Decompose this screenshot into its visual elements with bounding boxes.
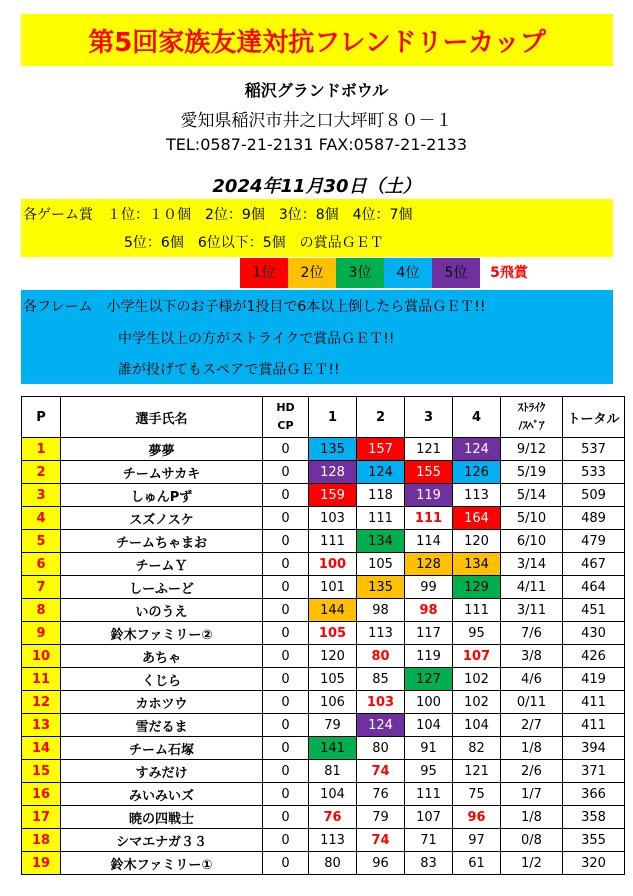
game-score-cell: 111 xyxy=(405,783,453,806)
rank-cell: 12 xyxy=(22,691,61,714)
game-score-cell: 96 xyxy=(357,852,405,875)
game-score-cell: 71 xyxy=(405,829,453,852)
venue-address: 愛知県稲沢市井之口大坪町８０－１ xyxy=(180,111,453,131)
game-score-cell: 104 xyxy=(309,783,357,806)
header-hdcp-top: HD xyxy=(276,401,295,414)
game-score-cell: 99 xyxy=(405,576,453,599)
table-row xyxy=(22,760,625,783)
total-cell: 355 xyxy=(563,829,625,852)
game-score-cell: 98 xyxy=(357,599,405,622)
game-prize-box xyxy=(21,199,613,257)
table-row xyxy=(22,507,625,530)
game-score-cell: 120 xyxy=(309,645,357,668)
strike-spare-cell: 4/6 xyxy=(501,668,563,691)
hdcp-cell: 0 xyxy=(263,622,309,645)
game-score-cell: 117 xyxy=(405,622,453,645)
strike-spare-cell: 5/10 xyxy=(501,507,563,530)
table-row xyxy=(22,438,625,461)
game-score-cell: 95 xyxy=(405,760,453,783)
rank-cell: 14 xyxy=(22,737,61,760)
game-score-cell: 141 xyxy=(309,737,357,760)
game-score-cell: 102 xyxy=(453,691,501,714)
player-name-cell: チーム石塚 xyxy=(61,737,263,760)
table-row xyxy=(22,829,625,852)
player-name-cell: チームちゃまお xyxy=(61,530,263,553)
hdcp-cell: 0 xyxy=(263,484,309,507)
strike-spare-cell: 2/6 xyxy=(501,760,563,783)
game-score-cell: 111 xyxy=(357,507,405,530)
game-score-cell: 114 xyxy=(405,530,453,553)
event-title-banner xyxy=(21,14,613,66)
player-name-cell: 夢夢 xyxy=(61,438,263,461)
game-score-cell: 111 xyxy=(309,530,357,553)
strike-spare-cell: 0/11 xyxy=(501,691,563,714)
game-score-cell: 135 xyxy=(309,438,357,461)
frame-prize-line-1: 各フレーム 小学生以下のお子様が1投目で6本以上倒したら賞品ＧＥＴ!! xyxy=(23,299,486,315)
rank-cell: 5 xyxy=(22,530,61,553)
hdcp-cell: 0 xyxy=(263,645,309,668)
table-row xyxy=(22,599,625,622)
player-name-cell: くじら xyxy=(61,668,263,691)
game-score-cell: 76 xyxy=(357,783,405,806)
player-name-cell: 雪だるま xyxy=(61,714,263,737)
hdcp-cell: 0 xyxy=(263,783,309,806)
header-hdcp xyxy=(263,397,309,438)
strike-spare-cell: 6/10 xyxy=(501,530,563,553)
table-row xyxy=(22,783,625,806)
table-row xyxy=(22,553,625,576)
hdcp-cell: 0 xyxy=(263,737,309,760)
game-score-cell: 75 xyxy=(453,783,501,806)
hdcp-cell: 0 xyxy=(263,668,309,691)
game-score-cell: 76 xyxy=(309,806,357,829)
strike-spare-cell: 2/7 xyxy=(501,714,563,737)
total-cell: 366 xyxy=(563,783,625,806)
rank-cell: 10 xyxy=(22,645,61,668)
strike-spare-cell: 0/8 xyxy=(501,829,563,852)
game-score-cell: 124 xyxy=(453,438,501,461)
total-cell: 426 xyxy=(563,645,625,668)
event-title: 第5回家族友達対抗フレンドリーカップ xyxy=(88,27,546,58)
table-row xyxy=(22,622,625,645)
game-score-cell: 129 xyxy=(453,576,501,599)
hdcp-cell: 0 xyxy=(263,553,309,576)
game-score-cell: 74 xyxy=(357,760,405,783)
table-row xyxy=(22,645,625,668)
player-name-cell: スズノスケ xyxy=(61,507,263,530)
game-score-cell: 113 xyxy=(357,622,405,645)
player-name-cell: チームサカキ xyxy=(61,461,263,484)
player-name-cell: あちゃ xyxy=(61,645,263,668)
game-score-cell: 107 xyxy=(405,806,453,829)
table-row xyxy=(22,484,625,507)
strike-spare-cell: 5/14 xyxy=(501,484,563,507)
total-cell: 371 xyxy=(563,760,625,783)
strike-spare-cell: 5/19 xyxy=(501,461,563,484)
legend-item: 1位 xyxy=(240,258,288,288)
strike-spare-cell: 1/7 xyxy=(501,783,563,806)
game-score-cell: 103 xyxy=(309,507,357,530)
total-cell: 419 xyxy=(563,668,625,691)
game-score-cell: 127 xyxy=(405,668,453,691)
strike-spare-cell: 1/2 xyxy=(501,852,563,875)
total-cell: 533 xyxy=(563,461,625,484)
total-cell: 320 xyxy=(563,852,625,875)
total-cell: 394 xyxy=(563,737,625,760)
game-score-cell: 103 xyxy=(357,691,405,714)
frame-prize-line-3: 誰が投げてもスペアで賞品ＧＥＴ!! xyxy=(118,362,340,378)
game-score-cell: 119 xyxy=(405,645,453,668)
player-name-cell: すみだけ xyxy=(61,760,263,783)
rank-cell: 18 xyxy=(22,829,61,852)
total-cell: 509 xyxy=(563,484,625,507)
game-score-cell: 126 xyxy=(453,461,501,484)
strike-spare-cell: 3/8 xyxy=(501,645,563,668)
rank-cell: 13 xyxy=(22,714,61,737)
game-score-cell: 74 xyxy=(357,829,405,852)
game-score-cell: 97 xyxy=(453,829,501,852)
player-name-cell: 鈴木ファミリー② xyxy=(61,622,263,645)
game-score-cell: 121 xyxy=(453,760,501,783)
venue-name: 稲沢グランドボウル xyxy=(244,81,389,100)
player-name-cell: カホツウ xyxy=(61,691,263,714)
header-game-1: 1 xyxy=(309,397,357,438)
table-row xyxy=(22,737,625,760)
total-cell: 430 xyxy=(563,622,625,645)
game-score-cell: 79 xyxy=(357,806,405,829)
game-score-cell: 124 xyxy=(357,714,405,737)
game-score-cell: 105 xyxy=(357,553,405,576)
legend-item: 5飛賞 xyxy=(480,258,538,288)
rank-cell: 6 xyxy=(22,553,61,576)
table-row xyxy=(22,530,625,553)
rank-cell: 15 xyxy=(22,760,61,783)
game-score-cell: 100 xyxy=(405,691,453,714)
table-row xyxy=(22,691,625,714)
game-score-cell: 159 xyxy=(309,484,357,507)
game-prize-line-1: 各ゲーム賞 １位：１０個 2位：9個 3位：8個 4位：7個 xyxy=(23,207,413,223)
hdcp-cell: 0 xyxy=(263,852,309,875)
game-score-cell: 80 xyxy=(357,645,405,668)
event-date: 2024年11月30日（土） xyxy=(212,176,421,197)
hdcp-cell: 0 xyxy=(263,530,309,553)
game-score-cell: 121 xyxy=(405,438,453,461)
game-prize-line-2: 5位：6個 6位以下：5個 の賞品ＧＥＴ xyxy=(124,235,384,251)
rank-cell: 3 xyxy=(22,484,61,507)
game-score-cell: 105 xyxy=(309,622,357,645)
player-name-cell: 鈴木ファミリー① xyxy=(61,852,263,875)
game-score-cell: 155 xyxy=(405,461,453,484)
game-score-cell: 128 xyxy=(405,553,453,576)
header-game-2: 2 xyxy=(357,397,405,438)
game-score-cell: 118 xyxy=(357,484,405,507)
game-score-cell: 80 xyxy=(309,852,357,875)
rank-cell: 4 xyxy=(22,507,61,530)
game-score-cell: 104 xyxy=(405,714,453,737)
hdcp-cell: 0 xyxy=(263,461,309,484)
game-score-cell: 102 xyxy=(453,668,501,691)
game-score-cell: 120 xyxy=(453,530,501,553)
total-cell: 464 xyxy=(563,576,625,599)
game-score-cell: 134 xyxy=(453,553,501,576)
hdcp-cell: 0 xyxy=(263,599,309,622)
table-row xyxy=(22,576,625,599)
rank-cell: 1 xyxy=(22,438,61,461)
game-score-cell: 96 xyxy=(453,806,501,829)
game-score-cell: 83 xyxy=(405,852,453,875)
header-strike: ｽﾄﾗｲｸ xyxy=(517,401,546,414)
game-score-cell: 61 xyxy=(453,852,501,875)
rank-cell: 2 xyxy=(22,461,61,484)
header-position: P xyxy=(22,397,61,438)
player-name-cell: しゅんPず xyxy=(61,484,263,507)
game-score-cell: 101 xyxy=(309,576,357,599)
total-cell: 411 xyxy=(563,714,625,737)
score-table xyxy=(21,396,625,875)
hdcp-cell: 0 xyxy=(263,806,309,829)
header-game-4: 4 xyxy=(453,397,501,438)
legend-item: 4位 xyxy=(384,258,432,288)
total-cell: 451 xyxy=(563,599,625,622)
game-score-cell: 111 xyxy=(405,507,453,530)
game-score-cell: 144 xyxy=(309,599,357,622)
player-name-cell: シマエナガ３３ xyxy=(61,829,263,852)
game-score-cell: 119 xyxy=(405,484,453,507)
strike-spare-cell: 1/8 xyxy=(501,737,563,760)
header-total: トータル xyxy=(563,397,625,438)
game-score-cell: 135 xyxy=(357,576,405,599)
total-cell: 537 xyxy=(563,438,625,461)
legend-item: 2位 xyxy=(288,258,336,288)
game-score-cell: 104 xyxy=(453,714,501,737)
game-score-cell: 134 xyxy=(357,530,405,553)
game-score-cell: 95 xyxy=(453,622,501,645)
legend-item: 3位 xyxy=(336,258,384,288)
game-score-cell: 111 xyxy=(453,599,501,622)
game-score-cell: 157 xyxy=(357,438,405,461)
game-score-cell: 128 xyxy=(309,461,357,484)
game-score-cell: 98 xyxy=(405,599,453,622)
hdcp-cell: 0 xyxy=(263,714,309,737)
rank-cell: 8 xyxy=(22,599,61,622)
table-row xyxy=(22,852,625,875)
strike-spare-cell: 3/14 xyxy=(501,553,563,576)
header-strike-spare xyxy=(501,397,563,438)
game-score-cell: 85 xyxy=(357,668,405,691)
strike-spare-cell: 7/6 xyxy=(501,622,563,645)
game-score-cell: 124 xyxy=(357,461,405,484)
strike-spare-cell: 1/8 xyxy=(501,806,563,829)
legend-item: 5位 xyxy=(432,258,480,288)
hdcp-cell: 0 xyxy=(263,507,309,530)
header-spare: /ｽﾍﾟｱ xyxy=(518,419,545,432)
game-score-cell: 164 xyxy=(453,507,501,530)
hdcp-cell: 0 xyxy=(263,760,309,783)
strike-spare-cell: 4/11 xyxy=(501,576,563,599)
game-score-cell: 105 xyxy=(309,668,357,691)
table-row xyxy=(22,461,625,484)
table-row xyxy=(22,806,625,829)
table-row xyxy=(22,714,625,737)
table-row xyxy=(22,668,625,691)
strike-spare-cell: 9/12 xyxy=(501,438,563,461)
rank-cell: 9 xyxy=(22,622,61,645)
header-hdcp-bottom: CP xyxy=(277,419,294,432)
game-score-cell: 91 xyxy=(405,737,453,760)
hdcp-cell: 0 xyxy=(263,438,309,461)
player-name-cell: しーふーど xyxy=(61,576,263,599)
player-name-cell: いのうえ xyxy=(61,599,263,622)
rank-color-legend xyxy=(240,258,538,288)
table-header-row xyxy=(22,397,625,438)
total-cell: 411 xyxy=(563,691,625,714)
hdcp-cell: 0 xyxy=(263,691,309,714)
rank-cell: 11 xyxy=(22,668,61,691)
venue-phone-fax: TEL:0587-21-2131 FAX:0587-21-2133 xyxy=(166,135,467,154)
game-score-cell: 106 xyxy=(309,691,357,714)
rank-cell: 19 xyxy=(22,852,61,875)
rank-cell: 17 xyxy=(22,806,61,829)
rank-cell: 16 xyxy=(22,783,61,806)
game-score-cell: 100 xyxy=(309,553,357,576)
game-score-cell: 113 xyxy=(453,484,501,507)
total-cell: 358 xyxy=(563,806,625,829)
hdcp-cell: 0 xyxy=(263,576,309,599)
game-score-cell: 113 xyxy=(309,829,357,852)
total-cell: 467 xyxy=(563,553,625,576)
total-cell: 479 xyxy=(563,530,625,553)
header-player-name: 選手氏名 xyxy=(61,397,263,438)
header-game-3: 3 xyxy=(405,397,453,438)
total-cell: 489 xyxy=(563,507,625,530)
game-score-cell: 81 xyxy=(309,760,357,783)
game-score-cell: 80 xyxy=(357,737,405,760)
rank-cell: 7 xyxy=(22,576,61,599)
player-name-cell: みいみいズ xyxy=(61,783,263,806)
hdcp-cell: 0 xyxy=(263,829,309,852)
game-score-cell: 107 xyxy=(453,645,501,668)
frame-prize-box xyxy=(21,290,613,384)
player-name-cell: 暁の四戦士 xyxy=(61,806,263,829)
game-score-cell: 79 xyxy=(309,714,357,737)
player-name-cell: チームＹ xyxy=(61,553,263,576)
strike-spare-cell: 3/11 xyxy=(501,599,563,622)
frame-prize-line-2: 中学生以上の方がストライクで賞品ＧＥＴ!! xyxy=(118,331,395,347)
game-score-cell: 82 xyxy=(453,737,501,760)
